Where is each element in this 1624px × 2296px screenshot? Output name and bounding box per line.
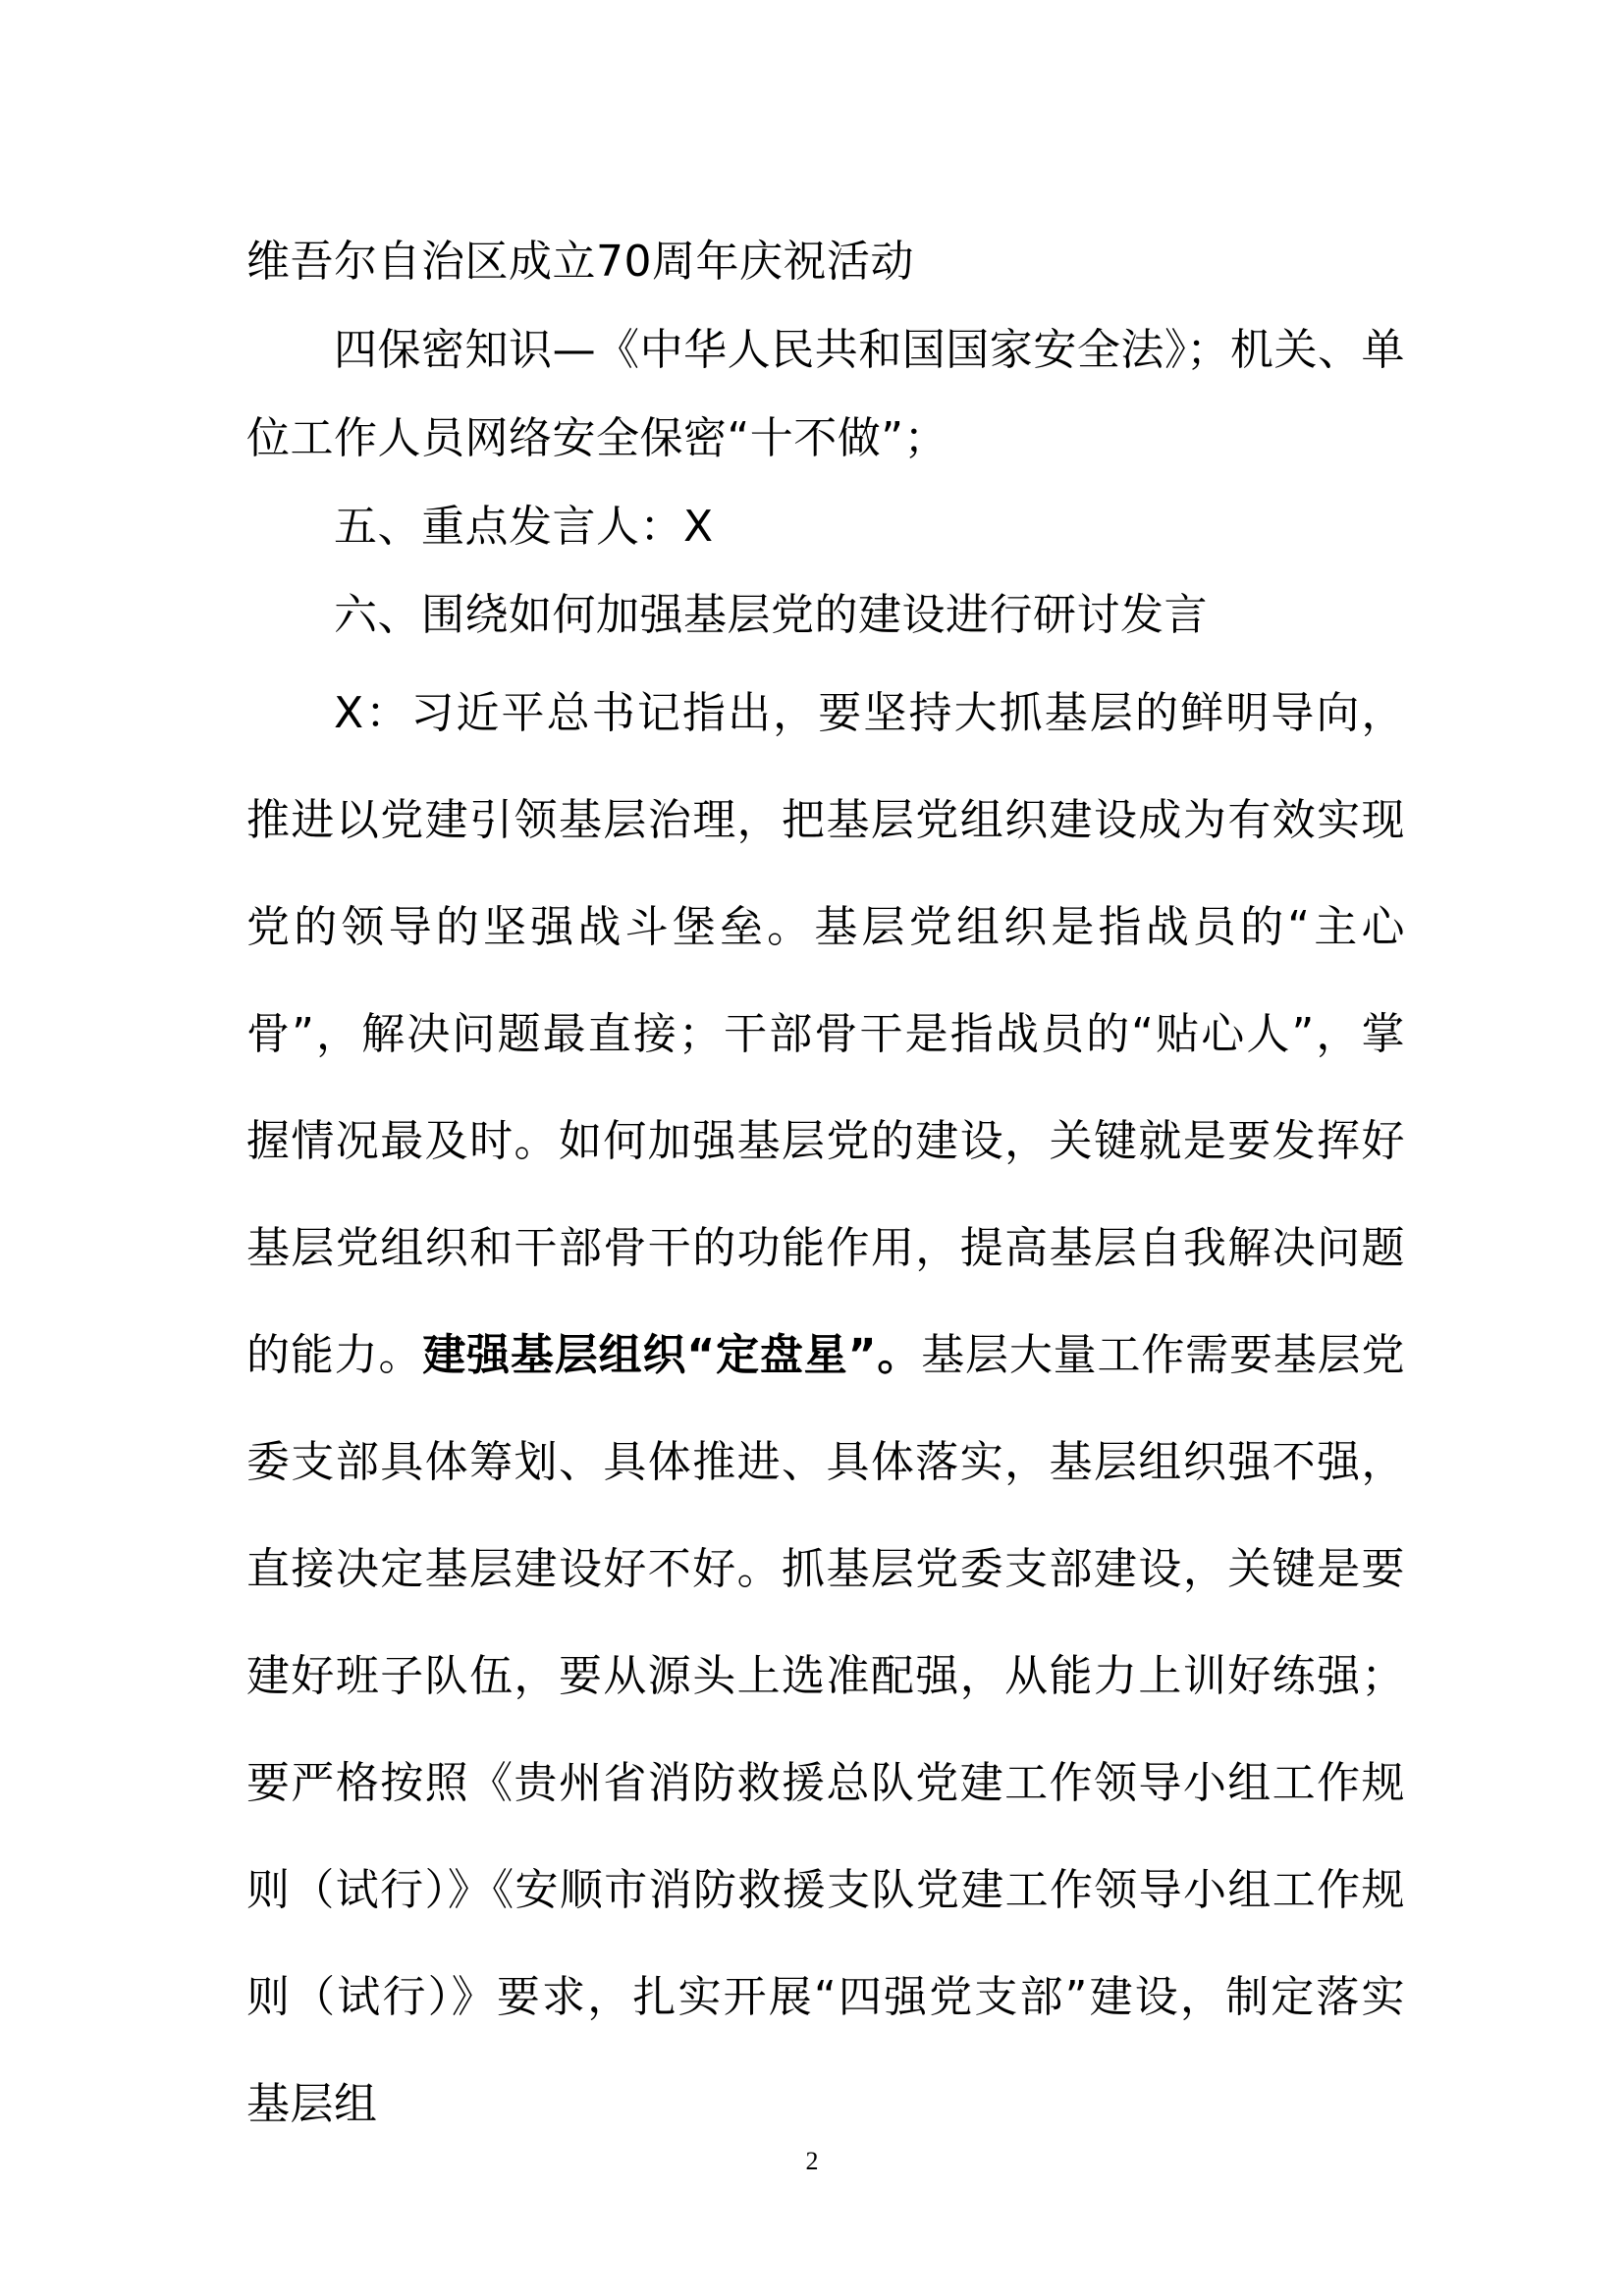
document-body	[246, 218, 1405, 2158]
paragraph-speech	[246, 660, 1405, 2158]
paragraph-key-speaker: 五、重点发言人：X	[334, 502, 714, 552]
paragraph-discussion-topic: 六、围绕如何加强基层党的建设进行研讨发言	[334, 590, 1208, 640]
speech-body-text: 基层大量工作需要基层党委支部具体筹划、具体推进、具体落实，基层组织强不强，直接决定基层建设好不好。抓基层党委支部建设，关键是要建好班子队伍，要从源头上选准配强，从能力上训好练强；要严格按照《贵州省消防救援总队党建工作领导小组工作规则（试行）》《安顺市消防救援支队党建工作领导小组工作规则（试行）》要求，扎实开展“四强党支部”建设，制定落实基层组	[246, 1330, 1406, 2129]
speech-bold-heading: 建强基层组织“定盘星”。	[422, 1330, 922, 1380]
speech-intro-text: X：习近平总书记指出，要坚持大抓基层的鲜明导向，推进以党建引领基层治理，把基层党组织建设成为有效实现党的领导的坚强战斗堡垒。基层党组织是指战员的“主心骨”，解决问题最直接；干部骨干是指战员的“贴心人”，掌握情况最及时。如何加强基层党的建设，关键就是要发挥好基层党组织和干部骨干的功能作用，提高基层自我解决问题的能力。	[246, 688, 1405, 1380]
paragraph-confidentiality-knowledge: 四保密知识—《中华人民共和国国家安全法》；机关、单位工作人员网络安全保密“十不做”；	[246, 325, 1405, 463]
paragraph-continuation: 维吾尔自治区成立70周年庆祝活动	[246, 237, 914, 287]
page-number: 2	[805, 2147, 819, 2175]
